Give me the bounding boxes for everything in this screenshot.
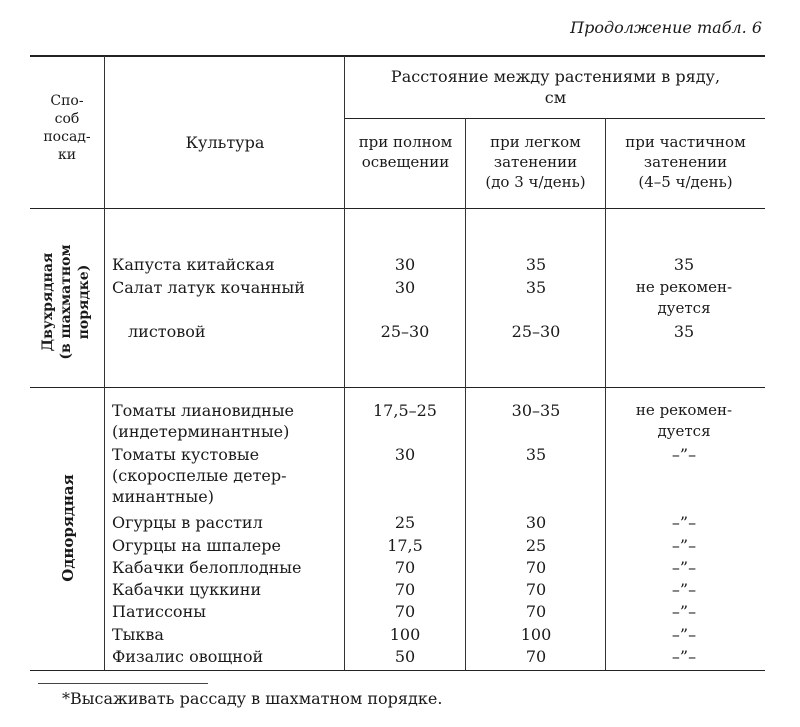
value-full-light: 30 [394,278,416,297]
subheader-rule [345,118,765,119]
value-light-shade: 70 [525,647,547,666]
value-light-shade: 70 [525,580,547,599]
crop-name: Капуста китайская [112,255,275,274]
value-light-shade: 30 [525,513,547,532]
value-light-shade: 70 [525,602,547,621]
group-separator-rule [30,387,765,388]
method-column-divider [104,56,105,670]
value-light-shade: 30–35 [511,401,561,420]
value-full-light: 70 [394,580,416,599]
value-light-shade: 35 [525,278,547,297]
value-partial-shade: не рекомен- дуется [635,278,733,317]
crop-name: Кабачки белоплодные [112,558,302,577]
value-partial-shade: –”– [671,513,697,532]
value-light-shade: 70 [525,558,547,577]
value-partial-shade: –”– [671,625,697,644]
value-full-light: 30 [394,445,416,464]
crop-name: Кабачки цуккини [112,580,262,599]
full-light-column-divider [465,118,466,670]
value-partial-shade: –”– [671,536,697,555]
value-full-light: 70 [394,558,416,577]
header-full-light: при полном освещении [358,133,453,171]
value-partial-shade: 35 [673,322,695,341]
crop-name: листовой [128,322,206,341]
table-top-rule [30,55,765,57]
table-bottom-rule [30,670,765,671]
value-partial-shade: –”– [671,580,697,599]
group-label-single-row: Однорядная [59,474,77,582]
value-full-light: 25 [394,513,416,532]
crop-name: Томаты лиановидные (индетерминантные) [112,401,295,441]
value-full-light: 25–30 [380,322,430,341]
crop-name: Физалис овощной [112,647,264,666]
footnote: *Высаживать рассаду в шахматном порядке. [62,689,443,708]
value-partial-shade: –”– [671,647,697,666]
value-light-shade: 35 [525,255,547,274]
header-light-shade: при легком затенении (до 3 ч/день) [485,133,586,191]
light-shade-column-divider [605,118,606,670]
value-full-light: 17,5–25 [373,401,437,420]
value-light-shade: 25–30 [511,322,561,341]
crop-name: Патиссоны [112,602,206,621]
value-partial-shade: –”– [671,602,697,621]
header-crop: Культура [185,133,265,152]
crop-name: Тыква [112,625,164,644]
group-label-double-row: Двухрядная (в шахматном порядке) [40,244,92,360]
footnote-rule [38,683,208,684]
header-method: Спо- соб посад- ки [43,93,91,163]
crop-name: Томаты кустовые (скороспелые детер- минантные) [112,445,287,506]
value-light-shade: 100 [520,625,552,644]
header-partial-shade: при частичном затенении (4–5 ч/день) [625,133,746,191]
value-full-light: 30 [394,255,416,274]
value-partial-shade: 35 [673,255,695,274]
value-full-light: 100 [389,625,421,644]
value-full-light: 70 [394,602,416,621]
header-bottom-rule [30,208,765,209]
table-continuation-caption: Продолжение табл. 6 [570,18,762,37]
header-distance: Расстояние между растениями в ряду, см [390,67,721,107]
value-full-light: 17,5 [387,536,423,555]
value-full-light: 50 [394,647,416,666]
value-light-shade: 25 [525,536,547,555]
value-partial-shade: –”– [671,558,697,577]
value-partial-shade: –”– [671,445,697,464]
crop-name: Огурцы в расстил [112,513,263,532]
crop-name: Огурцы на шпалере [112,536,281,555]
crop-name: Салат латук кочанный [112,278,305,297]
value-light-shade: 35 [525,445,547,464]
value-partial-shade: не рекомен- дуется [635,401,733,440]
